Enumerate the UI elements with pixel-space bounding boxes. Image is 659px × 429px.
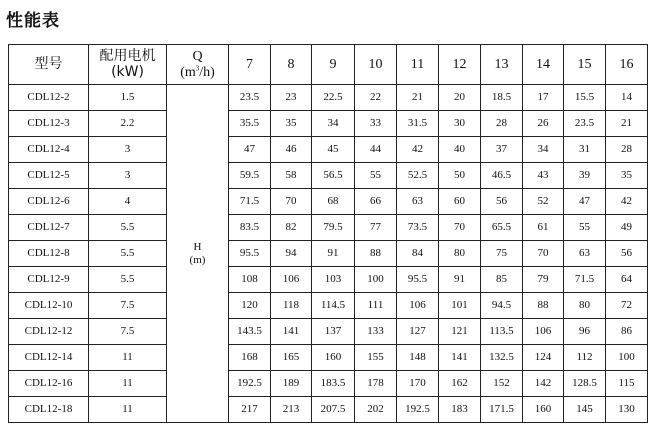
power-cell: 2.2 — [89, 111, 167, 137]
head-value-cell: 30 — [439, 111, 481, 137]
head-value-cell: 66 — [355, 189, 397, 215]
head-value-cell: 95.5 — [397, 267, 439, 293]
head-value-cell: 202 — [355, 397, 397, 423]
table-row — [9, 345, 648, 371]
table-row — [9, 137, 648, 163]
table-row — [9, 241, 648, 267]
head-value-cell: 43 — [523, 163, 564, 189]
power-cell: 1.5 — [89, 85, 167, 111]
model-cell: CDL12-3 — [9, 111, 89, 137]
power-cell: 7.5 — [89, 319, 167, 345]
head-value-cell: 52 — [523, 189, 564, 215]
head-value-cell: 50 — [439, 163, 481, 189]
head-value-cell: 47 — [564, 189, 606, 215]
table-row — [9, 215, 648, 241]
model-cell: CDL12-8 — [9, 241, 89, 267]
head-value-cell: 28 — [606, 137, 648, 163]
power-header-label: 配用电机 — [99, 48, 156, 65]
head-value-cell: 91 — [312, 241, 355, 267]
head-value-cell: 108 — [229, 267, 271, 293]
head-value-cell: 23.5 — [564, 111, 606, 137]
head-value-cell: 88 — [355, 241, 397, 267]
head-value-cell: 155 — [355, 345, 397, 371]
model-cell: CDL12-2 — [9, 85, 89, 111]
model-cell: CDL12-9 — [9, 267, 89, 293]
flow-header-cell: 14 — [523, 45, 564, 85]
head-value-cell: 137 — [312, 319, 355, 345]
head-value-cell: 160 — [523, 397, 564, 423]
head-value-cell: 183.5 — [312, 371, 355, 397]
flow-header-cell: 13 — [481, 45, 523, 85]
head-value-cell: 128.5 — [564, 371, 606, 397]
head-value-cell: 80 — [439, 241, 481, 267]
head-value-cell: 21 — [397, 85, 439, 111]
model-cell: CDL12-5 — [9, 163, 89, 189]
head-value-cell: 55 — [564, 215, 606, 241]
head-unit: (m) — [189, 253, 206, 266]
head-value-cell: 94 — [271, 241, 312, 267]
head-value-cell: 142 — [523, 371, 564, 397]
head-value-cell: 113.5 — [481, 319, 523, 345]
head-value-cell: 46.5 — [481, 163, 523, 189]
head-value-cell: 152 — [481, 371, 523, 397]
head-value-cell: 49 — [606, 215, 648, 241]
head-value-cell: 103 — [312, 267, 355, 293]
flow-header-cell: 8 — [271, 45, 312, 85]
table-body — [9, 85, 648, 423]
head-value-cell: 33 — [355, 111, 397, 137]
head-value-cell: 21 — [606, 111, 648, 137]
head-value-cell: 145 — [564, 397, 606, 423]
model-cell: CDL12-14 — [9, 345, 89, 371]
head-value-cell: 45 — [312, 137, 355, 163]
head-value-cell: 64 — [606, 267, 648, 293]
head-value-cell: 88 — [523, 293, 564, 319]
head-value-cell: 114.5 — [312, 293, 355, 319]
table-row — [9, 397, 648, 423]
head-value-cell: 23.5 — [229, 85, 271, 111]
table-row — [9, 293, 648, 319]
head-value-cell: 130 — [606, 397, 648, 423]
head-value-cell: 58 — [271, 163, 312, 189]
model-cell: CDL12-10 — [9, 293, 89, 319]
head-value-cell: 143.5 — [229, 319, 271, 345]
power-cell: 11 — [89, 345, 167, 371]
head-value-cell: 17 — [523, 85, 564, 111]
model-cell: CDL12-6 — [9, 189, 89, 215]
head-value-cell: 183 — [439, 397, 481, 423]
flow-header-cell: 7 — [229, 45, 271, 85]
model-cell: CDL12-4 — [9, 137, 89, 163]
head-value-cell: 217 — [229, 397, 271, 423]
head-value-cell: 31 — [564, 137, 606, 163]
head-value-cell: 111 — [355, 293, 397, 319]
head-value-cell: 15.5 — [564, 85, 606, 111]
power-cell: 3 — [89, 163, 167, 189]
head-value-cell: 106 — [271, 267, 312, 293]
head-value-cell: 70 — [271, 189, 312, 215]
head-value-cell: 170 — [397, 371, 439, 397]
model-cell: CDL12-16 — [9, 371, 89, 397]
head-value-cell: 23 — [271, 85, 312, 111]
head-value-cell: 34 — [523, 137, 564, 163]
head-value-cell: 46 — [271, 137, 312, 163]
head-value-cell: 168 — [229, 345, 271, 371]
head-value-cell: 55 — [355, 163, 397, 189]
power-header-unit: (kW) — [111, 63, 144, 80]
head-value-cell: 35.5 — [229, 111, 271, 137]
head-value-cell: 18.5 — [481, 85, 523, 111]
power-cell: 5.5 — [89, 267, 167, 293]
model-cell: CDL12-18 — [9, 397, 89, 423]
head-value-cell: 91 — [439, 267, 481, 293]
head-value-cell: 86 — [606, 319, 648, 345]
table-row — [9, 85, 648, 111]
flow-header-cell: 11 — [397, 45, 439, 85]
head-symbol: H — [193, 241, 202, 254]
head-value-cell: 35 — [606, 163, 648, 189]
head-value-cell: 39 — [564, 163, 606, 189]
head-value-cell: 14 — [606, 85, 648, 111]
table-row — [9, 163, 648, 189]
head-value-cell: 121 — [439, 319, 481, 345]
head-value-cell: 72 — [606, 293, 648, 319]
model-column-header: 型号 — [9, 45, 89, 85]
head-value-cell: 94.5 — [481, 293, 523, 319]
head-value-cell: 22.5 — [312, 85, 355, 111]
flow-header-cell: 10 — [355, 45, 397, 85]
flow-header-cell: 16 — [606, 45, 648, 85]
performance-table — [8, 44, 648, 423]
head-value-cell: 120 — [229, 293, 271, 319]
head-value-cell: 61 — [523, 215, 564, 241]
head-value-cell: 82 — [271, 215, 312, 241]
table-row — [9, 111, 648, 137]
head-value-cell: 31.5 — [397, 111, 439, 137]
head-value-cell: 56 — [481, 189, 523, 215]
head-value-cell: 189 — [271, 371, 312, 397]
head-value-cell: 192.5 — [397, 397, 439, 423]
head-value-cell: 28 — [481, 111, 523, 137]
power-cell: 11 — [89, 397, 167, 423]
head-value-cell: 178 — [355, 371, 397, 397]
head-value-cell: 34 — [312, 111, 355, 137]
power-cell: 11 — [89, 371, 167, 397]
head-value-cell: 127 — [397, 319, 439, 345]
head-value-cell: 132.5 — [481, 345, 523, 371]
head-value-cell: 70 — [523, 241, 564, 267]
table-row — [9, 189, 648, 215]
flow-unit-prefix: (m — [180, 64, 196, 80]
head-value-cell: 40 — [439, 137, 481, 163]
power-cell: 5.5 — [89, 241, 167, 267]
head-value-cell: 60 — [439, 189, 481, 215]
flow-unit-suffix: /h) — [199, 64, 215, 80]
flow-column-header — [167, 45, 229, 85]
head-value-cell: 106 — [523, 319, 564, 345]
head-value-cell: 77 — [355, 215, 397, 241]
model-cell: CDL12-12 — [9, 319, 89, 345]
head-value-cell: 73.5 — [397, 215, 439, 241]
head-value-cell: 115 — [606, 371, 648, 397]
power-cell: 5.5 — [89, 215, 167, 241]
head-value-cell: 59.5 — [229, 163, 271, 189]
head-value-cell: 124 — [523, 345, 564, 371]
head-value-cell: 37 — [481, 137, 523, 163]
head-value-cell: 71.5 — [564, 267, 606, 293]
power-cell: 3 — [89, 137, 167, 163]
head-value-cell: 84 — [397, 241, 439, 267]
head-value-cell: 213 — [271, 397, 312, 423]
page-title: 性能表 — [6, 11, 60, 31]
head-value-cell: 44 — [355, 137, 397, 163]
head-value-cell: 112 — [564, 345, 606, 371]
head-value-cell: 65.5 — [481, 215, 523, 241]
flow-header-cell: 9 — [312, 45, 355, 85]
head-value-cell: 100 — [355, 267, 397, 293]
power-cell: 7.5 — [89, 293, 167, 319]
head-value-cell: 148 — [397, 345, 439, 371]
head-value-cell: 79.5 — [312, 215, 355, 241]
header-row — [9, 45, 648, 85]
head-value-cell: 26 — [523, 111, 564, 137]
head-value-cell: 207.5 — [312, 397, 355, 423]
head-value-cell: 63 — [397, 189, 439, 215]
head-value-cell: 75 — [481, 241, 523, 267]
head-value-cell: 100 — [606, 345, 648, 371]
head-value-cell: 68 — [312, 189, 355, 215]
head-value-cell: 70 — [439, 215, 481, 241]
head-value-cell: 118 — [271, 293, 312, 319]
head-value-cell: 141 — [271, 319, 312, 345]
table-row — [9, 267, 648, 293]
head-value-cell: 141 — [439, 345, 481, 371]
head-value-cell: 160 — [312, 345, 355, 371]
head-value-cell: 63 — [564, 241, 606, 267]
head-value-cell: 165 — [271, 345, 312, 371]
flow-header-cell: 15 — [564, 45, 606, 85]
head-value-cell: 95.5 — [229, 241, 271, 267]
table-row — [9, 319, 648, 345]
head-value-cell: 56 — [606, 241, 648, 267]
head-value-cell: 85 — [481, 267, 523, 293]
power-column-header — [89, 45, 167, 85]
head-value-cell: 171.5 — [481, 397, 523, 423]
head-value-cell: 83.5 — [229, 215, 271, 241]
head-value-cell: 80 — [564, 293, 606, 319]
head-value-cell: 133 — [355, 319, 397, 345]
power-cell: 4 — [89, 189, 167, 215]
head-value-cell: 47 — [229, 137, 271, 163]
flow-symbol: Q — [192, 49, 203, 65]
head-value-cell: 42 — [397, 137, 439, 163]
model-cell: CDL12-7 — [9, 215, 89, 241]
head-value-cell: 96 — [564, 319, 606, 345]
head-value-cell: 56.5 — [312, 163, 355, 189]
head-value-cell: 20 — [439, 85, 481, 111]
flow-header-cell: 12 — [439, 45, 481, 85]
flow-unit — [167, 65, 228, 80]
head-value-cell: 35 — [271, 111, 312, 137]
flow-unit-superscript: 3 — [195, 63, 200, 72]
head-value-cell: 192.5 — [229, 371, 271, 397]
head-value-cell: 162 — [439, 371, 481, 397]
head-value-cell: 106 — [397, 293, 439, 319]
head-value-cell: 79 — [523, 267, 564, 293]
head-value-cell: 101 — [439, 293, 481, 319]
table-row — [9, 371, 648, 397]
head-label-cell — [167, 85, 229, 423]
head-value-cell: 52.5 — [397, 163, 439, 189]
head-value-cell: 42 — [606, 189, 648, 215]
head-value-cell: 71.5 — [229, 189, 271, 215]
head-value-cell: 22 — [355, 85, 397, 111]
